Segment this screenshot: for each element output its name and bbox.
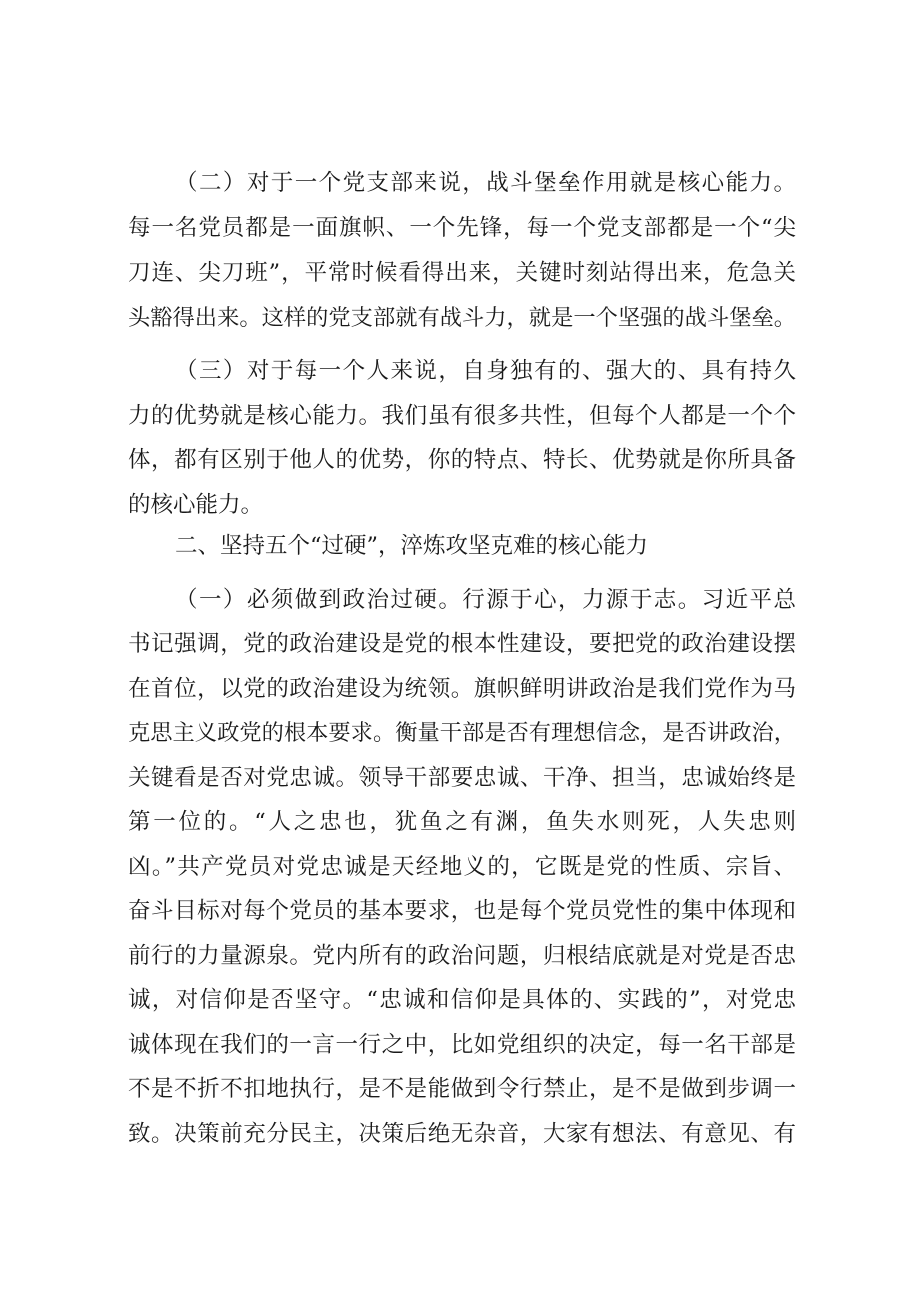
paragraph-4-line-1: （一）必须做到政治过硬。行源于心，力源于志。习近平总: [175, 587, 796, 613]
paragraph-4-line-8: 奋斗目标对每个党员的基本要求，也是每个党员党性的集中体现和: [128, 898, 796, 924]
paragraph-4-line-13: 致。决策前充分民主，决策后绝无杂音，大家有想法、有意见、有: [128, 1121, 796, 1147]
paragraph-2-line-1: （二）对于一个党支部来说，战斗堡垒作用就是核心能力。: [175, 170, 796, 196]
paragraph-4-line-4: 克思主义政党的根本要求。衡量干部是否有理想信念，是否讲政治，: [128, 720, 796, 746]
paragraph-4-line-5: 关键看是否对党忠诚。领导干部要忠诚、干净、担当，忠诚始终是: [128, 765, 796, 791]
paragraph-4-line-3: 在首位，以党的政治建设为统领。旗帜鲜明讲政治是我们党作为马: [128, 676, 796, 702]
paragraph-2-line-3: 刀连、尖刀班”，平常时候看得出来，关键时刻站得出来，危急关: [128, 260, 796, 286]
paragraph-4-line-7: 凶。”共产党员对党忠诚是天经地义的，它既是党的性质、宗旨、: [128, 854, 796, 880]
paragraph-4-line-9: 前行的力量源泉。党内所有的政治问题，归根结底就是对党是否忠: [128, 943, 796, 969]
paragraph-4-line-6: 第一位的。“人之忠也，犹鱼之有渊，鱼失水则死，人失忠则: [128, 809, 796, 835]
paragraph-2-line-2: 每一名党员都是一面旗帜、一个先锋，每一个党支部都是一个“尖: [128, 215, 796, 241]
section-heading: 二、坚持五个“过硬”，淬炼攻坚克难的核心能力: [175, 533, 649, 559]
paragraph-4-line-2: 书记强调，党的政治建设是党的根本性建设，要把党的政治建设摆: [128, 631, 796, 657]
paragraph-3-line-1: （三）对于每一个人来说，自身独有的、强大的、具有持久: [175, 358, 796, 384]
paragraph-3-line-3: 体，都有区别于他人的优势，你的特点、特长、优势就是你所具备: [128, 447, 796, 473]
paragraph-4-line-11: 诚体现在我们的一言一行之中，比如党组织的决定，每一名干部是: [128, 1032, 796, 1058]
paragraph-3-line-4: 的核心能力。: [128, 492, 264, 518]
paragraph-4-line-12: 不是不折不扣地执行，是不是能做到令行禁止，是不是做到步调一: [128, 1076, 796, 1102]
paragraph-2-line-4: 头豁得出来。这样的党支部就有战斗力，就是一个坚强的战斗堡垒。: [128, 305, 796, 331]
paragraph-3-line-2: 力的优势就是核心能力。我们虽有很多共性，但每个人都是一个个: [128, 403, 796, 429]
paragraph-4-line-10: 诚，对信仰是否坚守。“忠诚和信仰是具体的、实践的”，对党忠: [128, 987, 796, 1013]
